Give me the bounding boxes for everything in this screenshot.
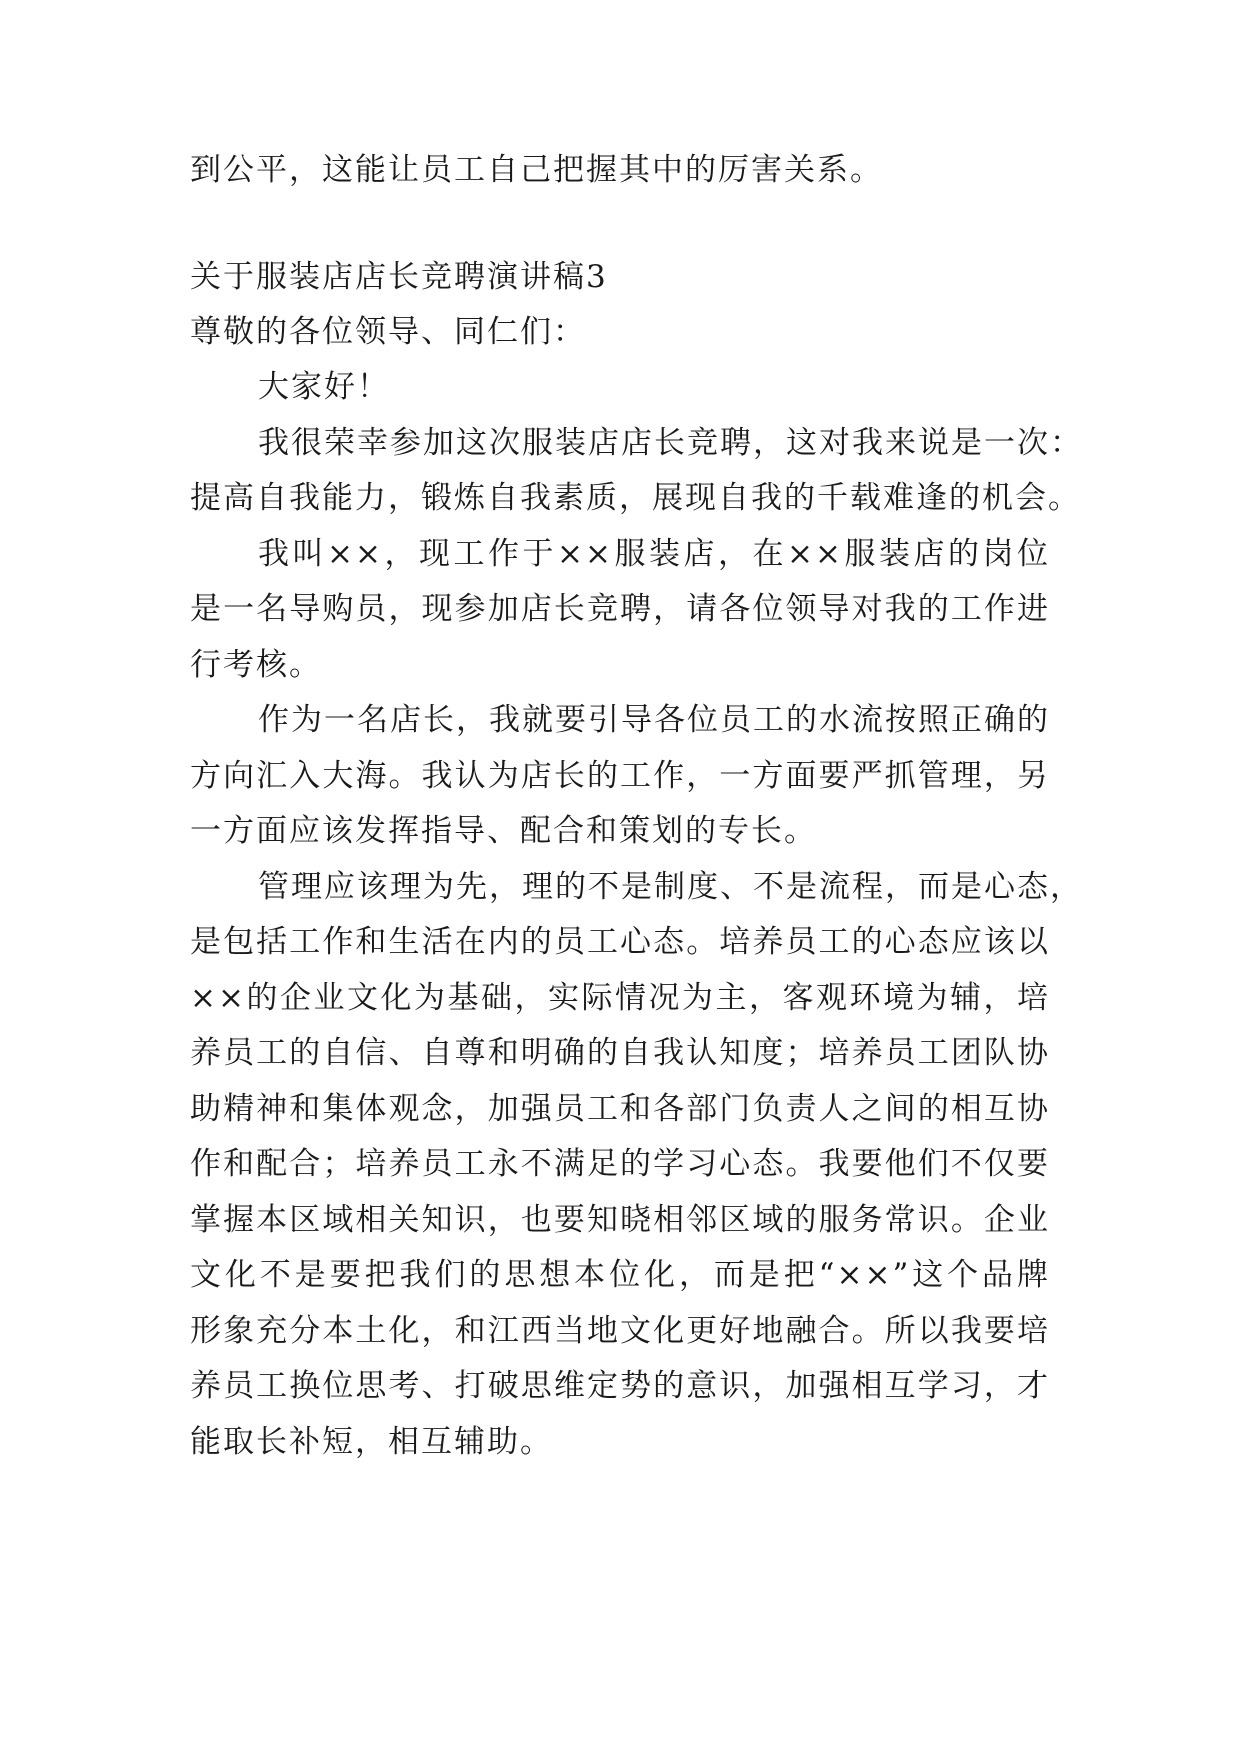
greeting: 大家好！ [258, 369, 390, 405]
paragraph-line: 养员工换位思考、打破思维定势的意识，加强相互学习，才 [190, 1368, 1050, 1404]
paragraph-line: 我很荣幸参加这次服装店店长竞聘，这对我来说是一次： [258, 425, 1083, 461]
paragraph-line: 助精神和集体观念，加强员工和各部门负责人之间的相互协 [190, 1091, 1050, 1127]
paragraph-line: 一方面应该发挥指导、配合和策划的专长。 [190, 813, 817, 849]
salutation: 尊敬的各位领导、同仁们： [190, 314, 586, 350]
paragraph-line: 作为一名店长，我就要引导各位员工的水流按照正确的 [258, 702, 1050, 738]
paragraph-line: 方向汇入大海。我认为店长的工作，一方面要严抓管理，另 [190, 758, 1050, 794]
paragraph-line: 是包括工作和生活在内的员工心态。培养员工的心态应该以 [190, 924, 1050, 960]
paragraph-line: 文化不是要把我们的思想本位化，而是把“××”这个品牌 [190, 1257, 1050, 1293]
paragraph-line: ××的企业文化为基础，实际情况为主，客观环境为辅，培 [190, 980, 1050, 1016]
paragraph-line: 作和配合；培养员工永不满足的学习心态。我要他们不仅要 [190, 1146, 1050, 1182]
paragraph-line: 形象充分本土化，和江西当地文化更好地融合。所以我要培 [190, 1313, 1050, 1349]
section-title: 关于服装店店长竞聘演讲稿3 [190, 259, 608, 295]
paragraph-line: 是一名导购员，现参加店长竞聘，请各位领导对我的工作进 [190, 591, 1050, 627]
paragraph-line: 养员工的自信、自尊和明确的自我认知度；培养员工团队协 [190, 1035, 1050, 1071]
text-line-continuation: 到公平，这能让员工自己把握其中的厉害关系。 [190, 152, 883, 188]
paragraph-line: 我叫××，现工作于××服装店，在××服装店的岗位 [258, 536, 1050, 572]
paragraph-line: 掌握本区域相关知识，也要知晓相邻区域的服务常识。企业 [190, 1202, 1050, 1238]
paragraph-line: 提高自我能力，锻炼自我素质，展现自我的千载难逢的机会。 [190, 480, 1081, 516]
paragraph-line: 行考核。 [190, 647, 322, 683]
paragraph-line: 管理应该理为先，理的不是制度、不是流程，而是心态， [258, 869, 1083, 905]
paragraph-line: 能取长补短，相互辅助。 [190, 1424, 553, 1460]
